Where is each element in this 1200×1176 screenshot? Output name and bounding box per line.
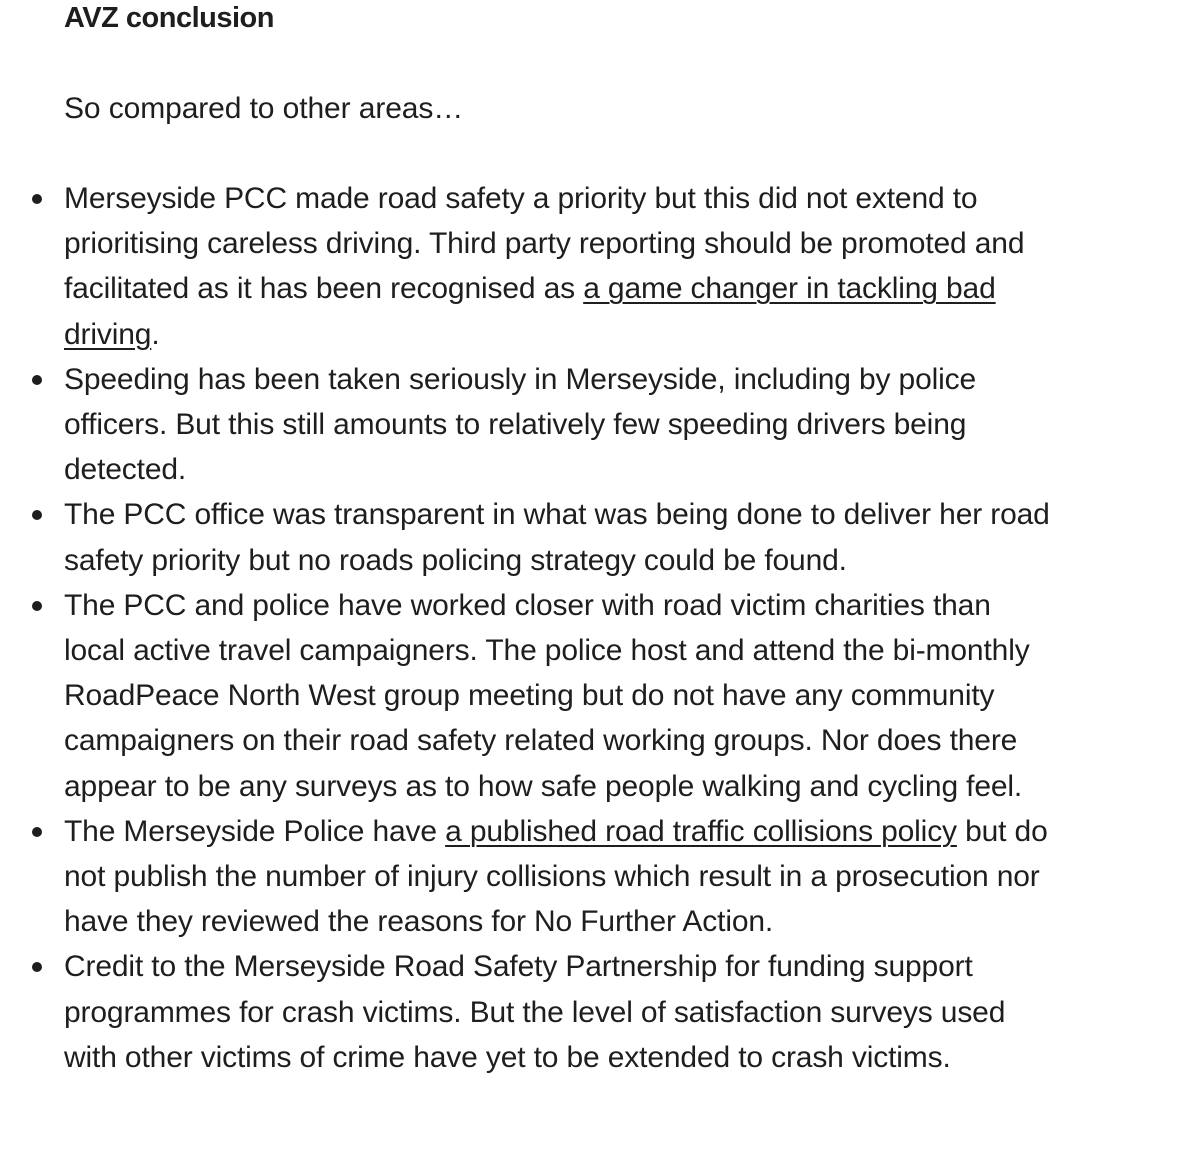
game-changer-link[interactable]: a game changer in tackling bad driving [64,272,996,351]
list-item-text: Merseyside PCC made road safety a priority but this did not extend to prioritising careless driving. Third party reporting should be promoted and facilitated as it has been recognised as [64,182,1025,306]
list-item-text: The PCC and police have worked closer with road victim charities than local active travel campaigners. The police host and attend the bi-monthly RoadPeace North West group meeting but do not have any community campaigners on their road safety related working groups. Nor does there appear to be any surveys as to how safe people walking and cycling feel. [64,588,1030,803]
list-item-text-end: . [151,317,160,351]
bullet-icon [32,962,42,972]
list-item [0,357,1054,493]
list-item-text: Speeding has been taken seriously in Merseyside, including by police officers. But this still amounts to relatively few speeding drivers being detected. [64,362,977,487]
list-item-text: The Merseyside Police have [64,814,446,848]
list-item [0,809,1054,945]
list-item [0,176,1054,357]
list-item-text-end: but do not publish the number of injury collisions which result in a prosecution nor have they reviewed the reasons for No Further Action. [64,814,1048,939]
bullet-icon [32,510,42,520]
intro-paragraph: So compared to other areas… [64,92,464,125]
conclusion-list [0,176,1060,1080]
list-item [0,944,1054,1080]
bullet-icon [32,375,42,385]
collisions-policy-link[interactable]: a published road traffic collisions policy [445,814,957,848]
list-item-text: The PCC office was transparent in what was being done to deliver her road safety priority but no roads policing strategy could be found. [64,498,1050,577]
list-item-text: Credit to the Merseyside Road Safety Partnership for funding support programmes for crash victims. But the level of satisfaction surveys used with other victims of crime have yet to be extended to crash victims. [64,950,1006,1074]
section-heading: AVZ conclusion [64,2,274,34]
bullet-icon [32,601,42,611]
bullet-icon [32,194,42,204]
bullet-icon [32,827,42,837]
list-item [0,583,1054,809]
list-item [0,492,1054,582]
